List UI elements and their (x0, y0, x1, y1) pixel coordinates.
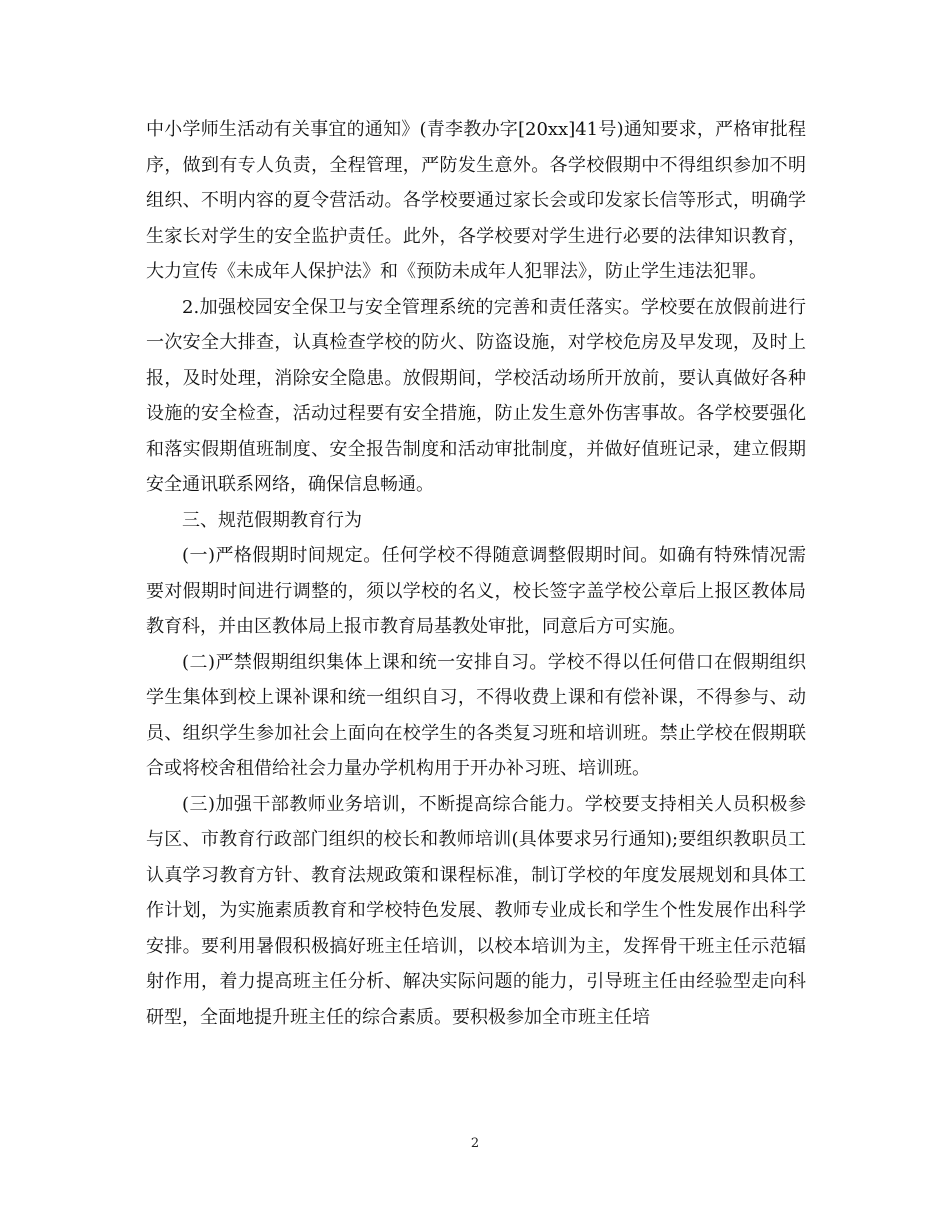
paragraph-subitem-3: (三)加强干部教师业务培训，不断提高综合能力。学校要支持相关人员积极参与区、市教育行政部门组织的校长和教师培训(具体要求另行通知);要组织教职员工认真学习教育方针、教育法规政策和课程标准，制订学校的年度发展规划和具体工作计划，为实施素质教育和学校特色发展、教师专业成长和学生个性发展作出科学安排。要利用暑假积极搞好班主任培训，以校本培训为主，发挥骨干班主任示范辐射作用，着力提高班主任分析、解决实际问题的能力，引导班主任由经验型走向科研型，全面地提升班主任的综合素质。要积极参加全市班主任培 (146, 793, 806, 1028)
paragraph-item-2: 2.加强校园安全保卫与安全管理系统的完善和责任落实。学校要在放假前进行一次安全大排查，认真检查学校的防火、防盗设施，对学校危房及早发现，及时上报，及时处理，消除安全隐患。放假期间，学校活动场所开放前，要认真做好各种设施的安全检查，活动过程要有安全措施，防止发生意外伤害事故。各学校要强化和落实假期值班制度、安全报告制度和活动审批制度，并做好值班记录，建立假期安全通讯联系网络，确保信息畅通。 (146, 296, 806, 495)
page-number: 2 (470, 1136, 480, 1151)
paragraph-continuation: 中小学师生活动有关事宜的通知》(青李教办字[20xx]41号)通知要求，严格审批程序，做到有专人负责，全程管理，严防发生意外。各学校假期中不得组织参加不明组织、不明内容的夏令营活动。各学校要通过家长会或印发家长信等形式，明确学生家长对学生的安全监护责任。此外，各学校要对学生进行必要的法律知识教育，大力宣传《未成年人保护法》和《预防未成年人犯罪法》，防止学生违法犯罪。 (146, 119, 806, 282)
paragraph-subitem-1: (一)严格假期时间规定。任何学校不得随意调整假期时间。如确有特殊情况需要对假期时间进行调整的，须以学校的名义，校长签字盖学校公章后上报区教体局教育科，并由区教体局上报市教育局基教处审批，同意后方可实施。 (146, 545, 806, 637)
document-body (146, 112, 806, 1035)
paragraph-subitem-2: (二)严禁假期组织集体上课和统一安排自习。学校不得以任何借口在假期组织学生集体到校上课补课和统一组织自习，不得收费上课和有偿补课，不得参与、动员、组织学生参加社会上面向在校学生的各类复习班和培训班。禁止学校在假期联合或将校舍租借给社会力量办学机构用于开办补习班、培训班。 (146, 651, 806, 779)
section-heading-3: 三、规范假期教育行为 (182, 509, 362, 531)
